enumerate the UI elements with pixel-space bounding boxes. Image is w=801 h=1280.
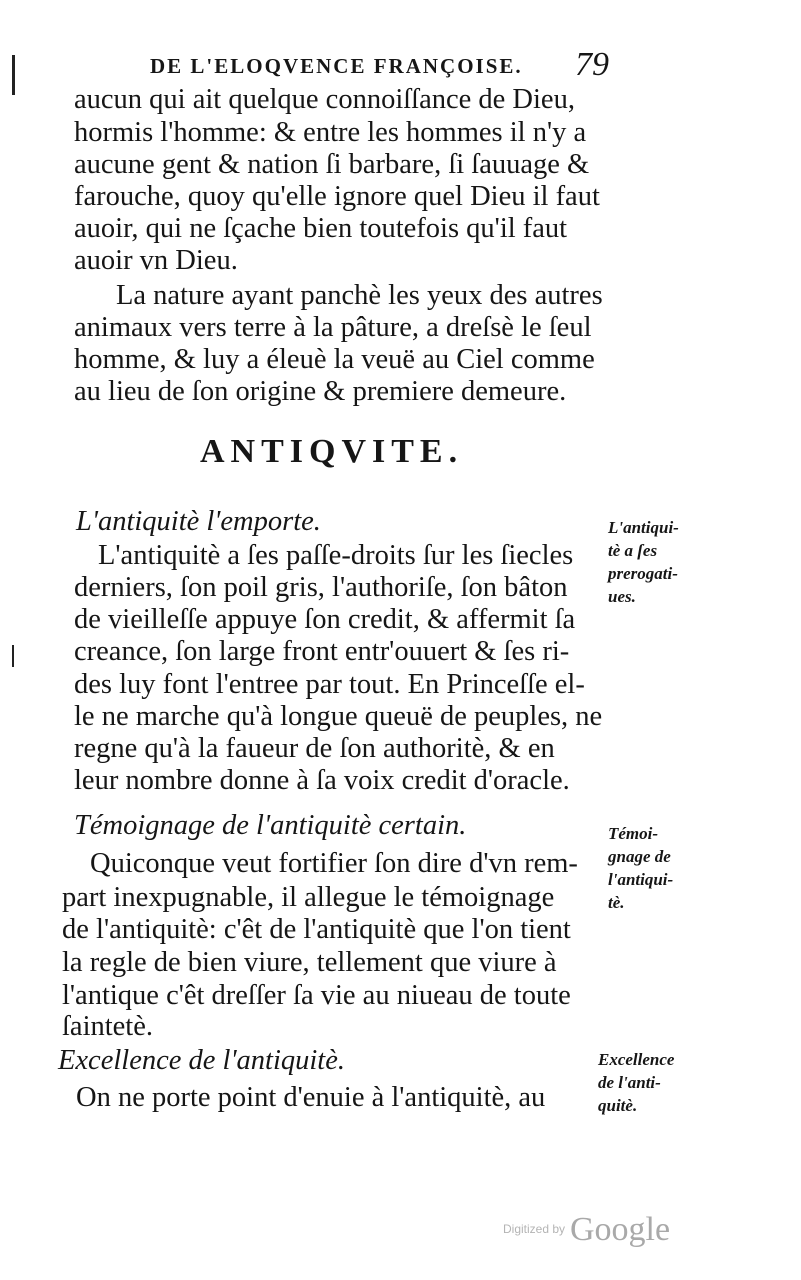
text-line: leur nombre donne à ſa voix credit d'oracle. bbox=[74, 765, 570, 796]
entry-subtitle: L'antiquitè l'emporte. bbox=[76, 506, 321, 537]
margin-note-line: tè. bbox=[608, 893, 625, 912]
margin-note bbox=[608, 516, 798, 608]
section-heading: ANTIQVITE. bbox=[200, 433, 464, 470]
text-line: de vieilleſſe appuye ſon credit, & affermit ſa bbox=[74, 604, 576, 635]
running-title: DE L'ELOQVENCE FRANÇOISE. bbox=[150, 54, 523, 78]
margin-note-line: prerogati- bbox=[608, 564, 678, 583]
text-line: hormis l'homme: & entre les hommes il n'y a bbox=[74, 117, 587, 148]
entry-subtitle: Excellence de l'antiquitè. bbox=[58, 1045, 346, 1076]
margin-note-line: tè a ſes bbox=[608, 541, 658, 560]
text-line: la regle de bien viure, tellement que viure à bbox=[62, 947, 557, 978]
text-line: l'antique c'êt dreſſer ſa vie au niueau de toute bbox=[62, 980, 571, 1011]
text-line: des luy font l'entree par tout. En Princeſſe el- bbox=[74, 669, 585, 700]
text-line: Quiconque veut fortifier ſon dire d'vn rem- bbox=[90, 848, 578, 879]
text-line: auoir, qui ne ſçache bien toutefois qu'il faut bbox=[74, 213, 568, 244]
text-line: part inexpugnable, il allegue le témoignage bbox=[62, 882, 555, 913]
text-line: La nature ayant panchè les yeux des autres bbox=[116, 280, 603, 311]
margin-note bbox=[598, 1048, 788, 1117]
page-number: 79 bbox=[575, 46, 609, 83]
digitized-by-label: Digitized by bbox=[503, 1222, 566, 1236]
margin-note-line: gnage de bbox=[608, 847, 671, 866]
page-edge-mark bbox=[12, 645, 14, 667]
margin-note-line: de l'anti- bbox=[598, 1073, 661, 1092]
entry-subtitle: Témoignage de l'antiquitè certain. bbox=[74, 810, 467, 841]
margin-note-line: quitè. bbox=[598, 1096, 638, 1115]
text-line: farouche, quoy qu'elle ignore quel Dieu il faut bbox=[74, 181, 600, 212]
margin-note-line: L'antiqui- bbox=[608, 518, 679, 537]
text-line: creance, ſon large front entr'ouuert & ſes ri- bbox=[74, 636, 570, 667]
text-line: le ne marche qu'à longue queuë de peuples, ne bbox=[74, 701, 603, 732]
margin-note-line: l'antiqui- bbox=[608, 870, 674, 889]
text-line: On ne porte point d'enuie à l'antiquitè, au bbox=[76, 1082, 546, 1113]
margin-note-line: ues. bbox=[608, 587, 636, 606]
google-watermark: Google bbox=[570, 1211, 671, 1248]
text-line: homme, & luy a éleuè la veuë au Ciel comme bbox=[74, 344, 595, 375]
text-line: aucune gent & nation ſi barbare, ſi ſauuage & bbox=[74, 149, 590, 180]
margin-note-line: Excellence bbox=[598, 1050, 675, 1069]
page-header bbox=[150, 46, 610, 86]
text-line: aucun qui ait quelque connoiſſance de Dieu, bbox=[74, 84, 575, 115]
text-line: ſaintetè. bbox=[62, 1011, 153, 1042]
text-line: de l'antiquitè: c'êt de l'antiquitè que l'on tient bbox=[62, 914, 571, 945]
page-edge-mark bbox=[12, 55, 15, 95]
text-line: au lieu de ſon origine & premiere demeure. bbox=[74, 376, 567, 407]
text-line: derniers, ſon poil gris, l'authoriſe, ſon bâton bbox=[74, 572, 568, 603]
text-line: L'antiquitè a ſes paſſe-droits ſur les ſiecles bbox=[98, 540, 574, 571]
text-line: auoir vn Dieu. bbox=[74, 245, 238, 276]
text-line: regne qu'à la faueur de ſon authoritè, & en bbox=[74, 733, 555, 764]
margin-note bbox=[608, 822, 798, 914]
text-line: animaux vers terre à la pâture, a dreſsè le ſeul bbox=[74, 312, 592, 343]
margin-note-line: Témoi- bbox=[608, 824, 659, 843]
